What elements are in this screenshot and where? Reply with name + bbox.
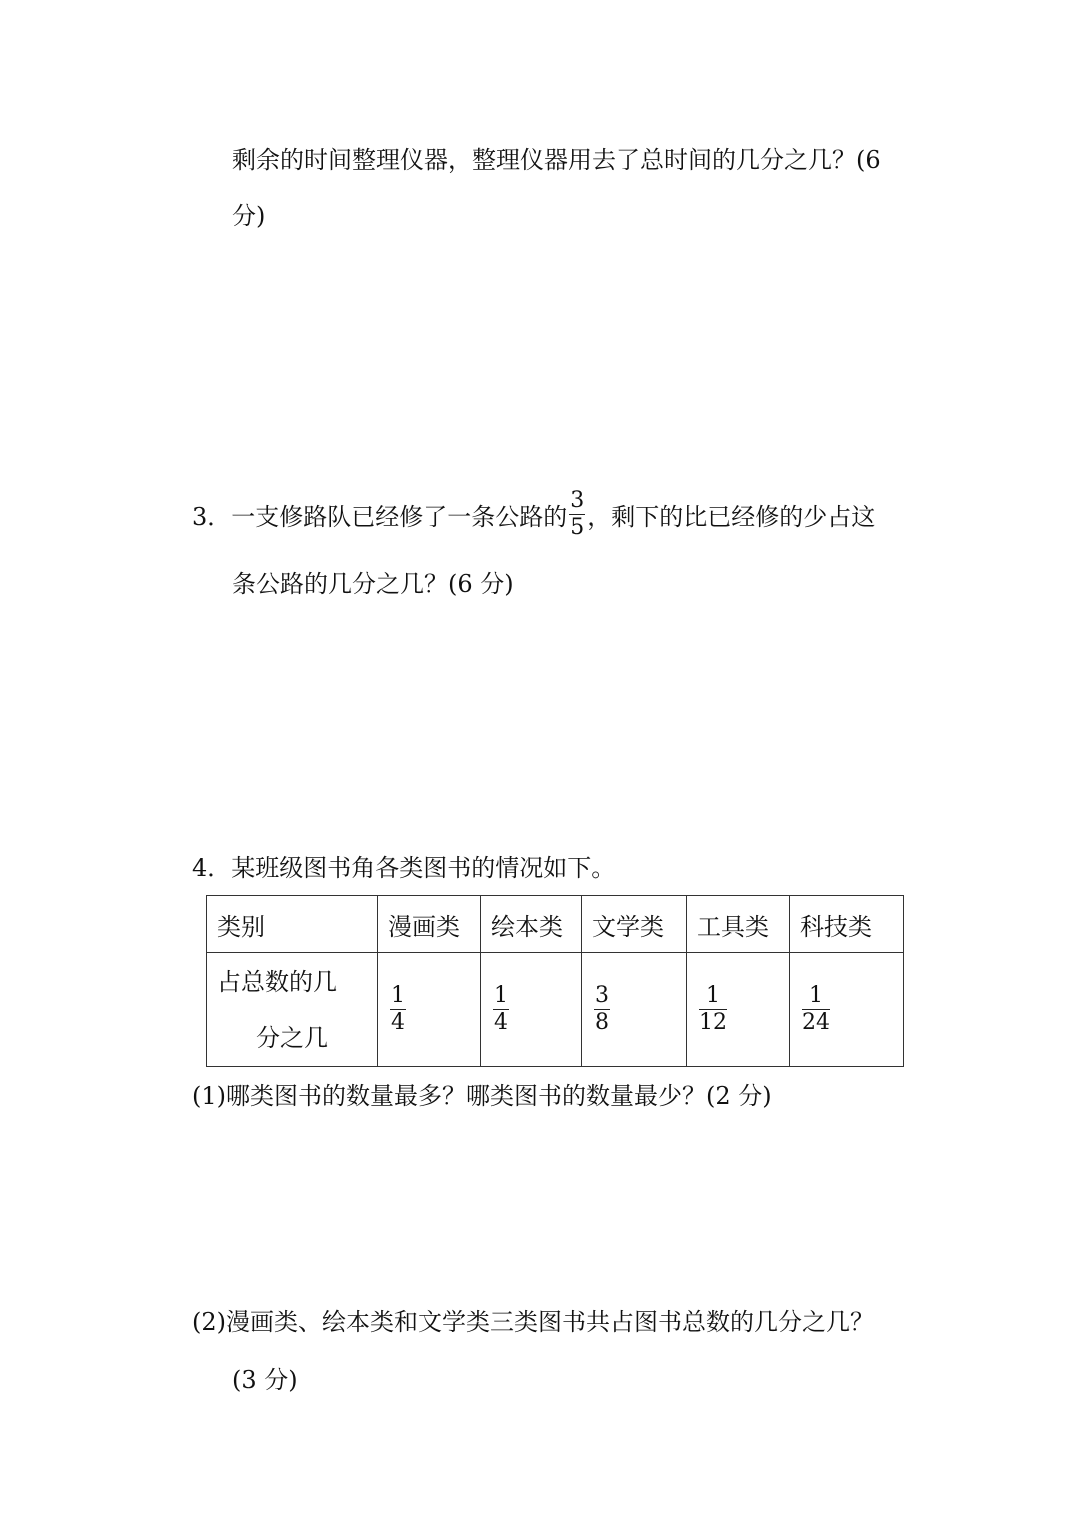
fraction-denominator: 24 xyxy=(802,1010,830,1035)
q2-text-line2: 分) xyxy=(232,202,266,230)
q3-text-a: 一支修路队已经修了一条公路的 xyxy=(231,503,568,531)
table-cell-fraction xyxy=(790,953,904,1067)
fraction-denominator: 8 xyxy=(595,1010,609,1035)
table-header-cell: 文学类 xyxy=(582,896,687,953)
q4-number: 4． xyxy=(192,854,232,882)
q4-intro-line xyxy=(192,850,615,886)
q3-text-b: ，剩下的比已经修的少占这 xyxy=(587,503,876,531)
fraction-denominator: 4 xyxy=(391,1010,405,1035)
q3-line1 xyxy=(192,488,876,543)
q3-fraction xyxy=(569,490,585,539)
q4-sub2-line1: (2)漫画类、绘本类和文学类三类图书共占图书总数的几分之几？ xyxy=(192,1308,874,1336)
table-cell-fraction xyxy=(582,953,687,1067)
fraction-denominator: 12 xyxy=(699,1010,727,1035)
table-row xyxy=(207,953,904,1067)
q3-fraction-denominator: 5 xyxy=(570,515,585,540)
q2-text-line1: 剩余的时间整理仪器，整理仪器用去了总时间的几分之几？(6 xyxy=(232,146,881,174)
row-label-line1: 占总数的几 xyxy=(217,967,337,996)
table-cell-fraction xyxy=(687,953,790,1067)
fraction-numerator: 1 xyxy=(699,985,727,1010)
table-cell-fraction xyxy=(378,953,481,1067)
fraction-numerator: 3 xyxy=(595,983,609,1008)
table-header-cell: 工具类 xyxy=(687,896,790,953)
table-cell-fraction xyxy=(481,953,582,1067)
table-row-label xyxy=(207,953,378,1067)
q3-line2: 条公路的几分之几？(6 分) xyxy=(232,570,514,598)
table-header-cell: 绘本类 xyxy=(481,896,582,953)
table-header-cell: 科技类 xyxy=(790,896,904,953)
table-header-cell: 漫画类 xyxy=(378,896,481,953)
table-header-row xyxy=(207,896,904,953)
q4-sub2-line2: (3 分) xyxy=(232,1366,298,1394)
table-header-cell: 类别 xyxy=(207,896,378,953)
row-label-line2: 分之几 xyxy=(256,1023,328,1052)
fraction-denominator: 4 xyxy=(494,1010,508,1035)
fraction-numerator: 1 xyxy=(802,985,830,1010)
q4-sub1: (1)哪类图书的数量最多？哪类图书的数量最少？(2 分) xyxy=(192,1082,772,1110)
q3-fraction-numerator: 3 xyxy=(570,488,585,513)
q3-number: 3． xyxy=(192,503,232,531)
q4-intro: 某班级图书角各类图书的情况如下。 xyxy=(231,854,616,882)
fraction-numerator: 1 xyxy=(494,983,508,1008)
fraction-numerator: 1 xyxy=(391,983,405,1008)
book-category-table xyxy=(206,895,904,1067)
